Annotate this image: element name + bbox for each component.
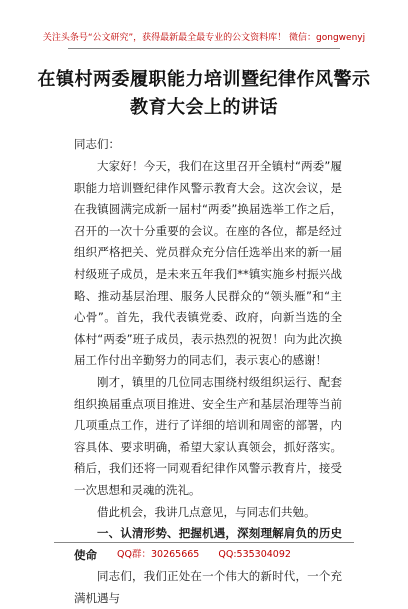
footer <box>0 546 408 560</box>
header-note: 关注头条号“公文研究”，获得最新最全最专业的公文资料库！ 微信：gongwenyj <box>42 33 366 43</box>
footer-divider <box>54 542 354 543</box>
greeting: 同志们： <box>74 137 120 151</box>
paragraph: 大家好！今天，我们在这里召开全镇村“两委”履职能力培训暨纪律作风警示教育大会。这次会议，是在我镇圆满完成新一届村“两委”换届选举工作之后，召开的一次十分重要的会议。在座的各位，都是经过组织严格把关、党员群众充分信任选举出来的新一届村级班子成员，是未来五年我们**镇实施乡村振兴战略、推动基层治理、服务人民群众的“领头雁”和“主心骨”。首先，我代表镇党委、政府，向新当选的全体村“两委”班子成员，表示热烈的祝贺！向为此次换届工作付出辛勤努力的同志们，表示衷心的感谢！ <box>74 159 342 368</box>
section-heading: 一、认清形势、把握机遇，深刻理解肩负的历史使命 <box>74 526 342 562</box>
footer-qq-group: QQ群：30265665 <box>117 549 200 560</box>
title-line-2: 教育大会上的讲话 <box>130 97 278 118</box>
paragraph: 借此机会，我讲几点意见，与同志们共勉。 <box>97 504 316 519</box>
title-line-1: 在镇村两委履职能力培训暨纪律作风警示 <box>37 69 371 90</box>
header-divider <box>68 48 340 49</box>
document-title <box>0 66 408 122</box>
paragraph: 同志们，我们正处在一个伟大的新时代，一个充满机遇与 <box>74 569 342 605</box>
paragraph: 刚才，镇里的几位同志围绕村级组织运行、配套组织换届重点项目推进、安全生产和基层治理等当前几项重点工作，进行了详细的培训和周密的部署，内容具体、要求明确，希望大家认真领会，抓好落实。稍后，我们还将一同观看纪律作风警示教育片，接受一次思想和灵魂的洗礼。 <box>74 374 342 497</box>
footer-qq: QQ:535304092 <box>218 549 291 560</box>
